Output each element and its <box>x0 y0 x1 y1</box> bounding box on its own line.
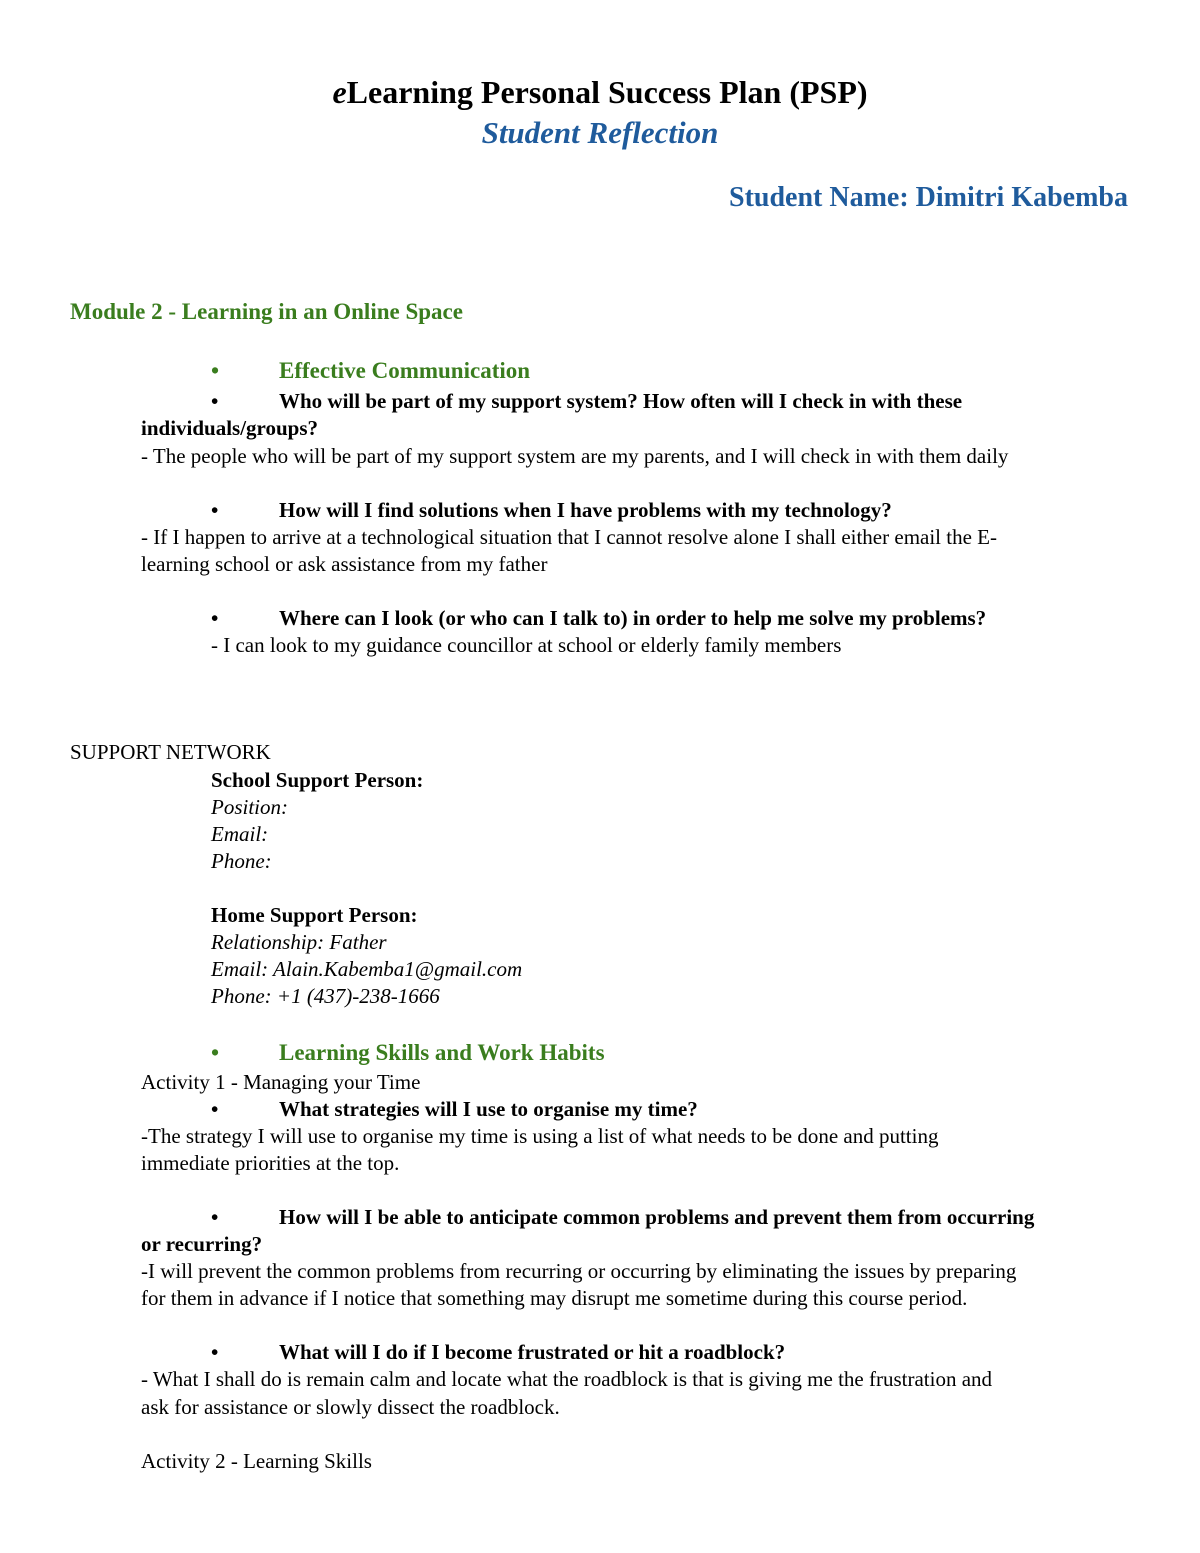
answer-roadblock-line2: ask for assistance or slowly dissect the roadblock. <box>141 1395 560 1419</box>
question-text: Where can I look (or who can I talk to) in order to help me solve my problems? <box>279 606 987 630</box>
question-anticipate-problems <box>211 1205 1034 1230</box>
answer-technology-line2: learning school or ask assistance from my father <box>141 552 548 576</box>
title-e: e <box>332 74 347 110</box>
question-technology <box>211 498 892 523</box>
question-organise-time <box>211 1097 698 1122</box>
home-phone: Phone: +1 (437)-238-1666 <box>211 984 440 1008</box>
bullet: • <box>211 1205 219 1229</box>
question-roadblock <box>211 1340 785 1365</box>
bullet: • <box>211 1040 220 1065</box>
answer-roadblock-line1: - What I shall do is remain calm and locate what the roadblock is that is giving me the frustration and <box>141 1367 993 1391</box>
school-position: Position: <box>211 795 288 819</box>
question-text: What strategies will I use to organise my time? <box>279 1097 698 1121</box>
answer-technology-line1: - If I happen to arrive at a technological situation that I cannot resolve alone I shall either email the E- <box>141 525 997 549</box>
answer-organise-time-line2: immediate priorities at the top. <box>141 1151 400 1175</box>
home-relationship: Relationship: Father <box>211 930 387 954</box>
bullet: • <box>211 498 219 522</box>
question-support-system-cont: individuals/groups? <box>141 416 319 440</box>
question-text: How will I be able to anticipate common problems and prevent them from occurring <box>279 1205 1035 1229</box>
document-title <box>0 74 1200 111</box>
home-email: Email: Alain.Kabemba1@gmail.com <box>211 957 523 981</box>
activity-1-title: Activity 1 - Managing your Time <box>141 1070 421 1094</box>
answer-anticipate-problems-line2: for them in advance if I notice that something may disrupt me sometime during this course period. <box>141 1286 968 1310</box>
answer-support-system: - The people who will be part of my support system are my parents, and I will check in with them daily <box>141 444 1009 468</box>
bullet: • <box>211 1340 219 1364</box>
school-phone: Phone: <box>211 849 272 873</box>
support-network-heading: SUPPORT NETWORK <box>70 740 271 764</box>
answer-solve-problems: - I can look to my guidance councillor at school or elderly family members <box>211 633 842 657</box>
answer-anticipate-problems-line1: -I will prevent the common problems from recurring or occurring by eliminating the issues by preparing <box>141 1259 1017 1283</box>
activity-2-title: Activity 2 - Learning Skills <box>141 1449 372 1473</box>
bullet: • <box>211 389 219 413</box>
question-text: How will I find solutions when I have problems with my technology? <box>279 498 892 522</box>
question-text: Who will be part of my support system? How often will I check in with these <box>279 389 963 413</box>
bullet: • <box>211 358 220 383</box>
heading-text: Learning Skills and Work Habits <box>279 1040 605 1065</box>
question-support-system <box>211 389 962 414</box>
section-heading-learning-skills <box>211 1040 605 1066</box>
bullet: • <box>211 1097 219 1121</box>
answer-organise-time-line1: -The strategy I will use to organise my time is using a list of what needs to be done and putting <box>141 1124 939 1148</box>
question-text: What will I do if I become frustrated or hit a roadblock? <box>279 1340 786 1364</box>
question-anticipate-problems-cont: or recurring? <box>141 1232 263 1256</box>
home-support-label: Home Support Person: <box>211 903 418 927</box>
school-email: Email: <box>211 822 269 846</box>
title-rest: Learning Personal Success Plan (PSP) <box>346 74 868 110</box>
module-title: Module 2 - Learning in an Online Space <box>70 299 463 324</box>
student-name: Student Name: Dimitri Kabemba <box>729 182 1128 213</box>
bullet: • <box>211 606 219 630</box>
school-support-label: School Support Person: <box>211 768 424 792</box>
section-heading-communication <box>211 358 530 384</box>
heading-text: Effective Communication <box>279 358 531 383</box>
document-subtitle: Student Reflection <box>481 115 719 150</box>
question-solve-problems <box>211 606 986 631</box>
